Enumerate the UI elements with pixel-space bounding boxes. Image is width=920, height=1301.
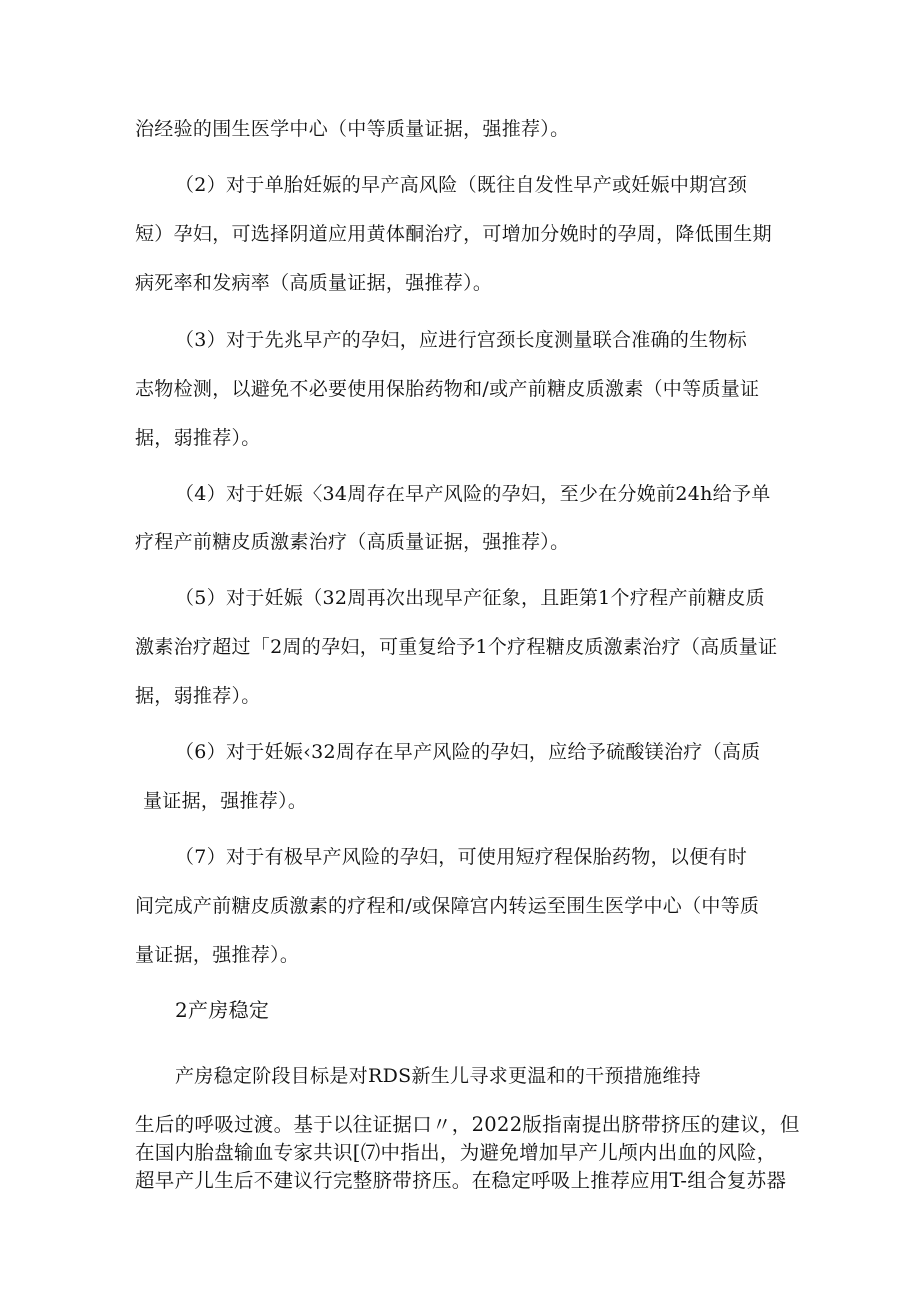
text-line: 据，弱推荐）。 bbox=[135, 685, 261, 707]
text-line: 产房稳定阶段目标是对RDS新生儿寻求更温和的干预措施维持 bbox=[175, 1065, 701, 1087]
text-line: （7）对于有极早产风险的孕妇，可使用短疗程保胎药物，以便有时 bbox=[175, 846, 748, 868]
text-line: （4）对于妊娠〈34周存在早产风险的孕妇，至少在分娩前24h给予单 bbox=[175, 483, 771, 505]
text-line: 治经验的围生医学中心（中等质量证据，强推荐）。 bbox=[135, 118, 570, 140]
text-line: 生后的呼吸过渡。基于以往证据口〃，2022版指南提出脐带挤压的建议，但 bbox=[135, 1113, 800, 1136]
text-line: 短）孕妇，可选择阴道应用黄体酮治疗，可增加分娩时的孕周，降低围生期 bbox=[135, 223, 772, 245]
text-line: 间完成产前糖皮质激素的疗程和/或保障宫内转运至围生医学中心（中等质 bbox=[135, 895, 760, 917]
text-line: 在国内胎盘输血专家共识[⑺中指出，为避免增加早产儿颅内出血的风险， bbox=[135, 1141, 777, 1164]
text-line: 量证据，强推荐）。 bbox=[143, 790, 308, 812]
text-line: 量证据，强推荐）。 bbox=[135, 944, 300, 966]
text-line: 志物检测，以避免不必要使用保胎药物和/或产前糖皮质激素（中等质量证 bbox=[135, 378, 760, 400]
text-line: 激素治疗超过「2周的孕妇，可重复给予1个疗程糖皮质激素治疗（高质量证 bbox=[135, 636, 778, 658]
text-line: （6）对于妊娠‹32周存在早产风险的孕妇，应给予硫酸镁治疗（高质 bbox=[175, 741, 761, 763]
text-line: （3）对于先兆早产的孕妇，应进行宫颈长度测量联合准确的生物标 bbox=[175, 329, 748, 351]
heading-text: 2产房稳定 bbox=[175, 998, 270, 1022]
text-line: 病死率和发病率（高质量证据，强推荐）。 bbox=[135, 272, 493, 294]
text-line: 超早产儿生后不建议行完整脐带挤压。在稳定呼吸上推荐应用T-组合复苏器 bbox=[135, 1169, 787, 1192]
text-line: 据，弱推荐）。 bbox=[135, 427, 261, 449]
text-line: （2）对于单胎妊娠的早产高风险（既往自发性早产或妊娠中期宫颈 bbox=[175, 174, 748, 196]
text-line: 疗程产前糖皮质激素治疗（高质量证据，强推荐）。 bbox=[135, 531, 570, 553]
text-line: （5）对于妊娠（32周再次出现早产征象，且距第1个疗程产前糖皮质 bbox=[175, 587, 765, 609]
